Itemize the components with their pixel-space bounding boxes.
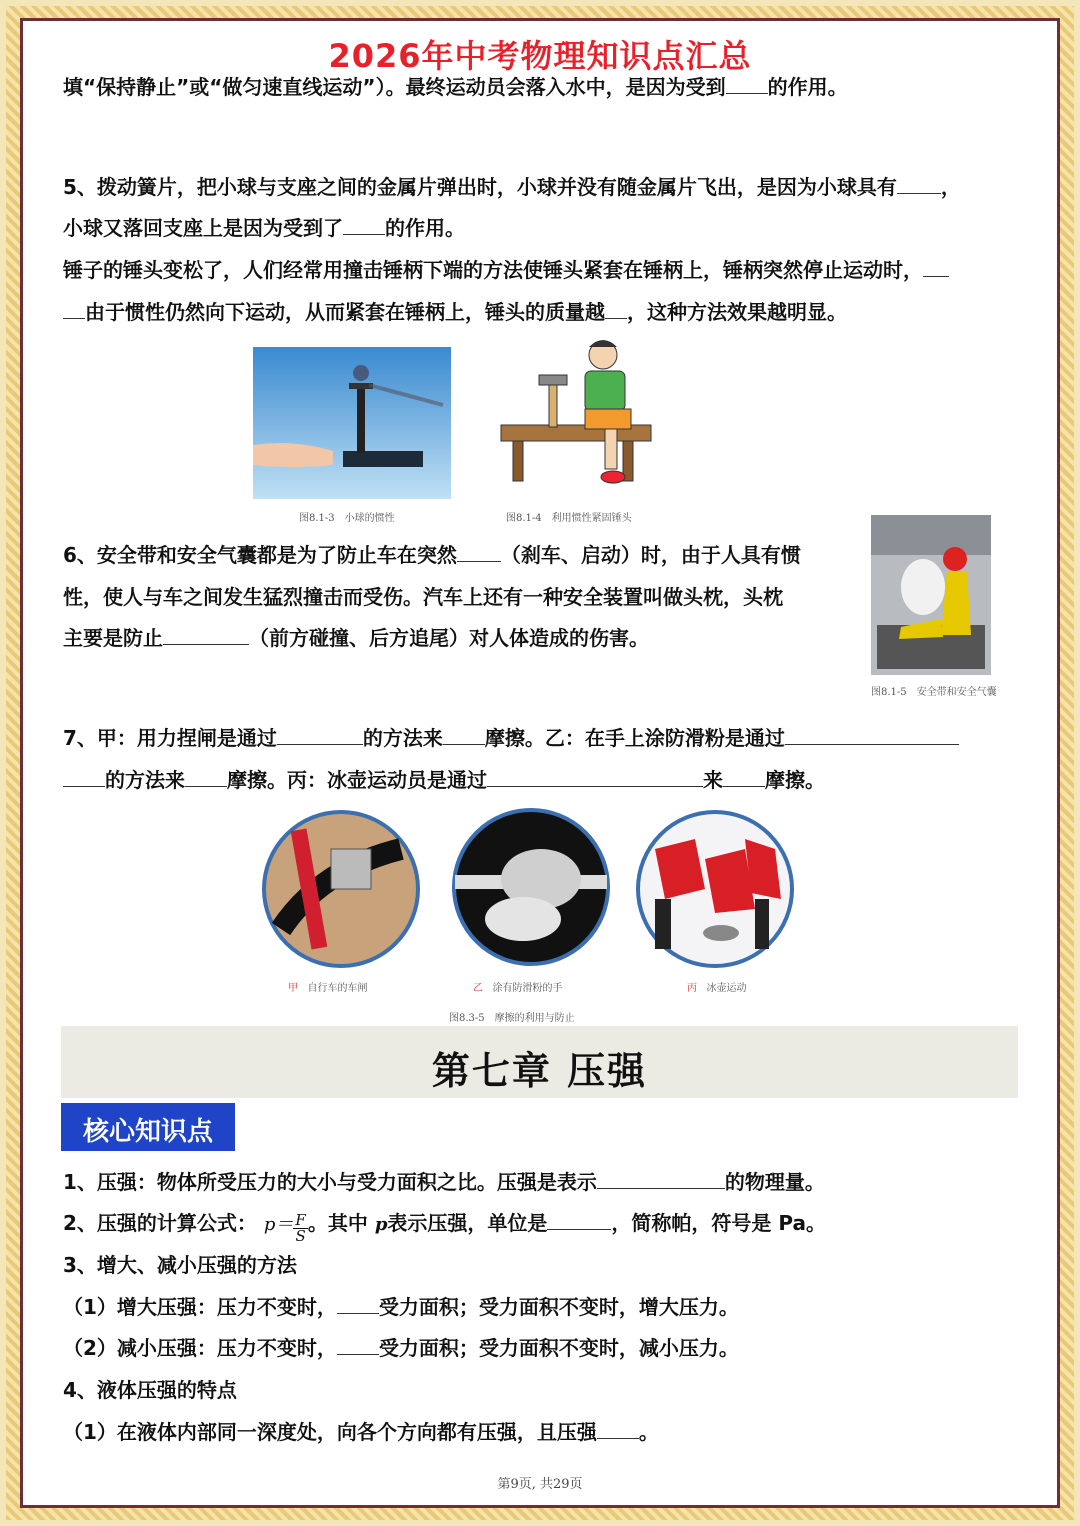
text: ，	[940, 175, 961, 199]
caption-jia	[288, 979, 368, 994]
text: 的方法来	[362, 726, 443, 750]
text-line: 性，使人与车之间发生猛烈撞击而受伤。汽车上还有一种安全装置叫做头枕，头枕	[63, 585, 783, 609]
caption-bing	[687, 979, 747, 994]
text: 的作用。	[767, 75, 848, 99]
core-knowledge-text: 核心知识点	[82, 1117, 213, 1147]
text: 摩擦。乙：在手上涂防滑粉是通过	[484, 726, 785, 750]
text: 来	[703, 768, 723, 792]
pressure-point-3-2	[63, 1334, 739, 1362]
text: 的物理量。	[724, 1170, 825, 1194]
question-6	[63, 541, 801, 569]
pressure-point-3: 3、增大、减小压强的方法	[63, 1253, 297, 1277]
answer-blank[interactable]	[277, 724, 363, 745]
text: （1）增大压强：压力不变时，	[63, 1295, 337, 1319]
text: 。其中	[307, 1211, 368, 1235]
text: 摩擦。丙：冰壶运动员是通过	[227, 768, 487, 792]
page-number: 第9页, 共29页	[497, 1477, 583, 1492]
text: （1）在液体内部同一深度处，向各个方向都有压强，且压强	[63, 1420, 597, 1444]
text: 的方法来	[105, 768, 185, 792]
text-line	[63, 624, 649, 652]
caption-fig-8-1-5: 图8.1-5 安全带和安全气囊	[871, 687, 997, 698]
answer-blank[interactable]	[597, 1418, 639, 1439]
caption-text: 冰壶运动	[706, 983, 747, 994]
answer-blank[interactable]	[443, 724, 485, 745]
text: （2）减小压强：压力不变时，	[63, 1336, 337, 1360]
text: 1、压强：物体所受压力的大小与受力面积之比。压强是表示	[63, 1170, 597, 1194]
caption-text: 自行车的车闸	[307, 983, 368, 994]
answer-blank[interactable]	[487, 766, 703, 787]
text: ，简称帕，符号是 Pa。	[611, 1211, 826, 1235]
text: 受力面积；受力面积不变时，减小压力。	[378, 1336, 739, 1360]
text: 。	[638, 1420, 659, 1444]
answer-blank[interactable]	[605, 298, 627, 319]
caption-yi	[473, 979, 563, 994]
formula-lhs: p＝	[263, 1214, 294, 1235]
pressure-point-4: 4、液体压强的特点	[63, 1378, 237, 1402]
text: 6、安全带和安全气囊都是为了防止车在突然	[63, 543, 457, 567]
answer-blank[interactable]	[597, 1168, 725, 1189]
text: 5、拨动簧片，把小球与支座之间的金属片弹出时，小球并没有随金属片飞出，是因为小球具有	[63, 175, 897, 199]
answer-blank[interactable]	[897, 173, 941, 194]
caption-fig-8-1-4: 图8.1-4 利用惯性紧固锤头	[506, 513, 632, 524]
pressure-point-2	[63, 1209, 826, 1245]
text: 2、压强的计算公式：	[63, 1211, 257, 1235]
chapter-title: 第七章 压强	[431, 1049, 648, 1093]
core-knowledge-label	[61, 1103, 235, 1151]
text: 摩擦。	[765, 768, 825, 792]
text-line	[63, 766, 825, 794]
text: 的作用。	[385, 216, 465, 240]
caption-mark: 乙	[473, 983, 483, 994]
caption-fig-8-3-5: 图8.3-5 摩擦的利用与防止	[449, 1013, 575, 1024]
answer-blank[interactable]	[343, 214, 385, 235]
text: （刹车、启动）时，由于人具有惯	[500, 543, 801, 567]
pressure-point-1	[63, 1168, 825, 1196]
text: 7、甲：用力捏闸是通过	[63, 726, 277, 750]
answer-blank[interactable]	[163, 624, 249, 645]
chapter-header	[61, 1026, 1018, 1098]
text: 由于惯性仍然向下运动，从而紧套在锤柄上，锤头的质量越	[85, 300, 605, 324]
caption-mark: 甲	[288, 983, 298, 994]
answer-blank[interactable]	[63, 766, 105, 787]
document-title: 2026年中考物理知识点汇总	[328, 37, 752, 75]
text: 锤子的锤头变松了，人们经常用撞击锤柄下端的方法使锤头紧套在锤柄上，锤柄突然停止运动时，	[63, 258, 923, 282]
text-line	[63, 214, 465, 242]
bike-brake-photo	[261, 809, 421, 969]
answer-blank[interactable]	[723, 766, 765, 787]
text: 填“保持静止”或“做匀速直线运动”）。最终运动员会落入水中，是因为受到	[63, 75, 726, 99]
airbag-photo	[871, 515, 991, 675]
text-line	[63, 256, 949, 284]
formula-denominator: S	[295, 1226, 306, 1245]
text: ，这种方法效果越明显。	[627, 300, 847, 324]
text: 小球又落回支座上是因为受到了	[63, 216, 343, 240]
caption-text: 涂有防滑粉的手	[492, 983, 563, 994]
answer-blank[interactable]	[185, 766, 227, 787]
pressure-point-3-1	[63, 1293, 739, 1321]
text: 受力面积；受力面积不变时，增大压力。	[378, 1295, 739, 1319]
caption-mark: 丙	[687, 983, 697, 994]
text: （前方碰撞、后方追尾）对人体造成的伤害。	[249, 626, 649, 650]
question-7	[63, 724, 959, 752]
answer-blank[interactable]	[337, 1334, 379, 1355]
curling-photo	[635, 809, 795, 969]
question-5	[63, 173, 961, 201]
symbol-p: p	[374, 1214, 388, 1235]
answer-blank[interactable]	[923, 256, 949, 277]
hammer-cartoon	[493, 333, 663, 503]
formula-numerator: F	[295, 1210, 306, 1229]
text: 主要是防止	[63, 626, 163, 650]
answer-blank[interactable]	[337, 1293, 379, 1314]
caption-fig-8-1-3: 图8.1-3 小球的惯性	[299, 513, 395, 524]
text-line	[63, 73, 848, 101]
hand-grip-photo	[451, 807, 611, 967]
text-line	[63, 298, 847, 326]
answer-blank[interactable]	[785, 724, 959, 745]
formula-fraction	[293, 1210, 307, 1245]
answer-blank[interactable]	[457, 541, 501, 562]
ball-inertia-photo	[253, 347, 451, 499]
answer-blank[interactable]	[63, 298, 85, 319]
answer-blank[interactable]	[547, 1209, 611, 1230]
pressure-point-4-1	[63, 1418, 659, 1446]
text: 表示压强，单位是	[387, 1211, 548, 1235]
document-page	[23, 21, 1057, 1505]
answer-blank[interactable]	[726, 73, 768, 94]
